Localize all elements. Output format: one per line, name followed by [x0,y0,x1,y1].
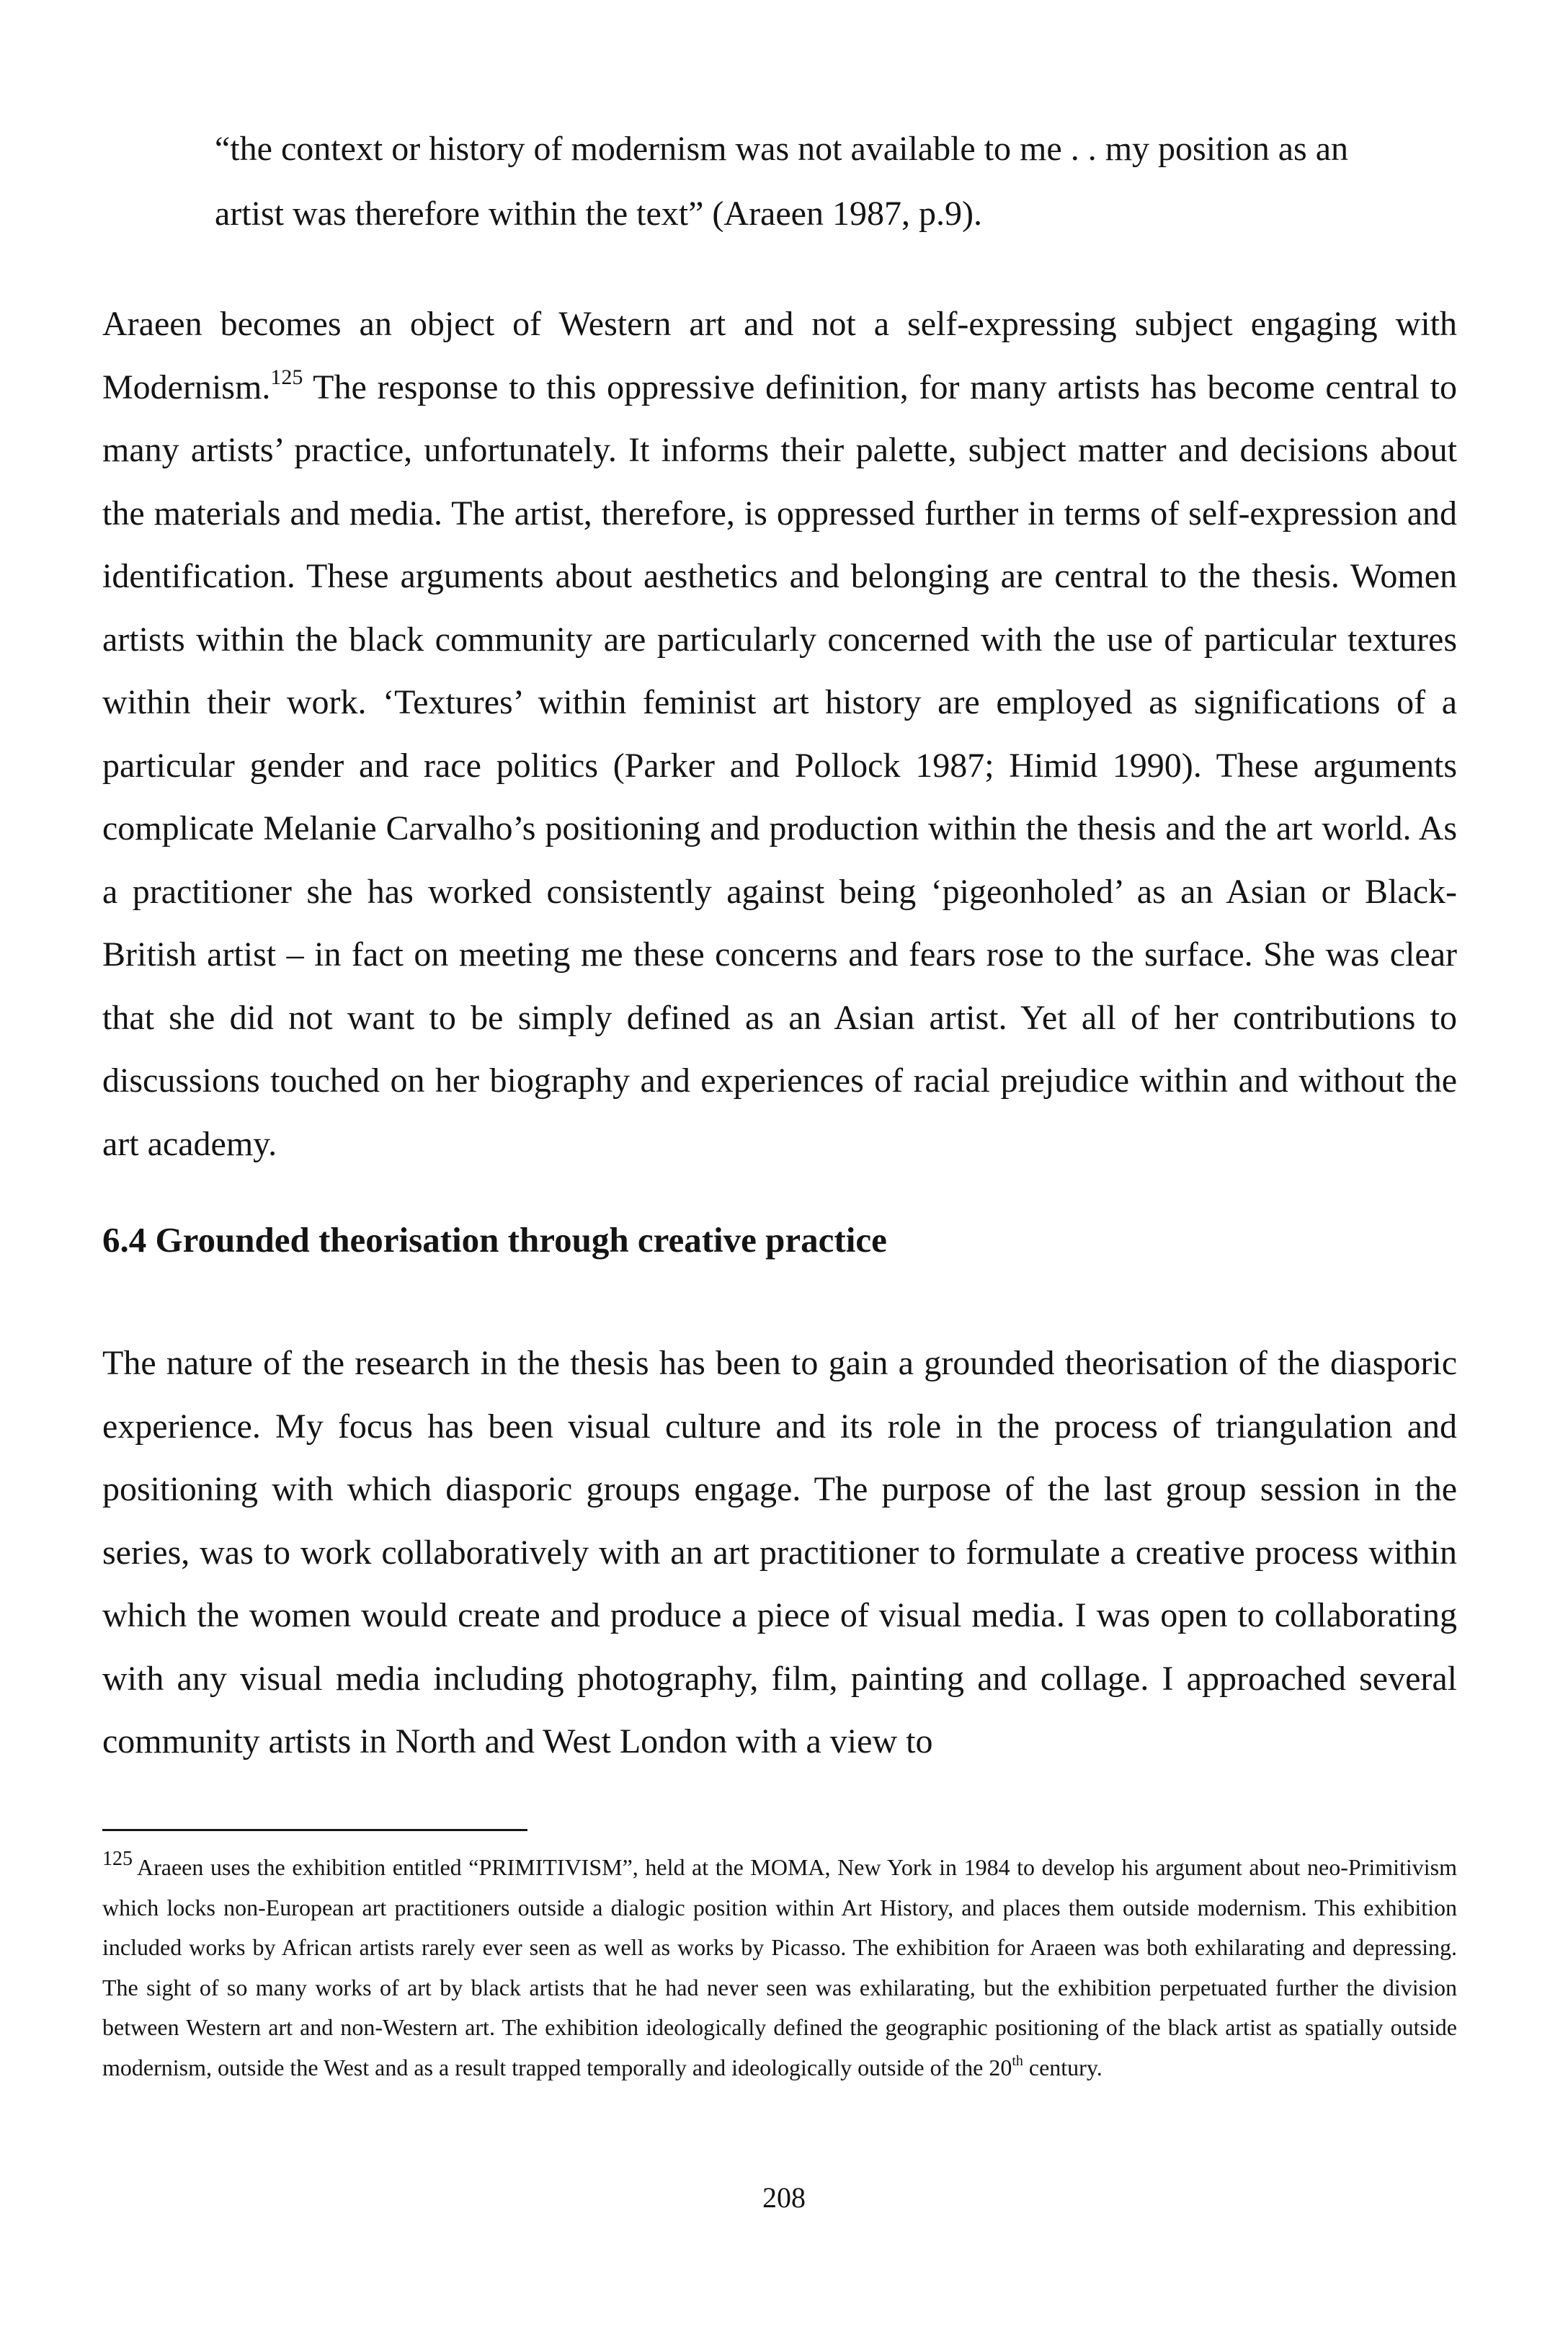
block-quote [215,117,1454,246]
quote-line-1: “the context or history of modernism was not available to me . . my position as an [215,130,1349,168]
paragraph-1-text-end: The response to this oppressive definition, for many artists has become central to many artists’ practice, unfortunately. It informs their palette, subject matter and decisions about the materials and media. The artist, therefore, is oppressed further in terms of self-expression and identification. These arguments about aesthetics and belonging are central to the thesis. Women artists within the black community are particularly concerned with the use of particular textures within their work. ‘Textures’ within feminist art history are employed as significations of a particular gender and race politics (Parker and Pollock 1987; Himid 1990). These arguments complicate Melanie Carvalho’s positioning and production within the thesis and the art world. As a practitioner she has worked consistently against being ‘pigeonholed’ as an Asian or Black-British artist – in fact on meeting me these concerns and fears rose to the surface. She was clear that she did not want to be simply defined as an Asian artist. Yet all of her contributions to discussions touched on her biography and experiences of racial prejudice within and without the art academy. [102,368,1457,1163]
body-paragraph-1 [102,293,1457,1175]
footnote-separator [102,1829,527,1831]
footnote-number: 125 [102,1848,133,1870]
footnote [102,1848,1457,2088]
body-paragraph-2: The nature of the research in the thesis has been to gain a grounded theorisation of the diasporic experience. My focus has been visual culture and its role in the process of triangulation and positioning with which diasporic groups engage. The purpose of the last group session in the series, was to work collaboratively with an art practitioner to formulate a creative process within which the women would create and produce a piece of visual media. I was open to collaborating with any visual media including photography, film, painting and collage. I approached several community artists in North and West London with a view to [102,1344,1457,1760]
footnote-superscript: th [1012,2052,1023,2069]
footnote-text-end: century. [1023,2054,1102,2080]
section-heading: 6.4 Grounded theorisation through creative practice [102,1220,887,1260]
footnote-reference: 125 [270,365,303,389]
quote-line-2: artist was therefore within the text” (Araeen 1987, p.9). [215,195,982,233]
page-number: 208 [762,2181,806,2214]
footnote-text: Araeen uses the exhibition entitled “PRIMITIVISM”, held at the MOMA, New York in 1984 to develop his argument about neo-Primitivism which locks non-European art practitioners outside a dialogic position within Art History, and places them outside modernism. This exhibition included works by African artists rarely ever seen as well as works by Picasso. The exhibition for Araeen was both exhilarating and depressing. The sight of so many works of art by black artists that he had never seen was exhilarating, but the exhibition perpetuated further the division between Western art and non-Western art. The exhibition ideologically defined the geographic positioning of the black artist as spatially outside modernism, outside the West and as a result trapped temporally and ideologically outside of the 20 [102,1854,1457,2080]
paragraph-1-text-start: Araeen becomes an object of Western art and not a self-expressing subject engaging with Modernism. [102,305,1457,406]
